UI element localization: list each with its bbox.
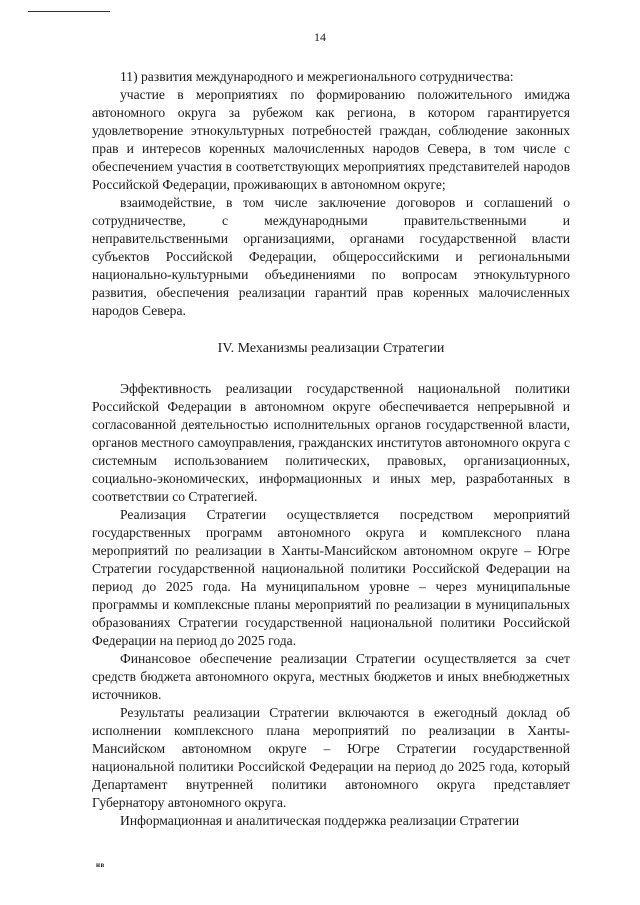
document-body	[92, 68, 570, 830]
page-number: 14	[314, 30, 326, 44]
section-heading: IV. Механизмы реализации Стратегии	[217, 341, 445, 356]
scan-edge-line	[28, 11, 110, 12]
paragraph-effectiveness: Эффективность реализации государственной национальной политики Российской Федерации в автономном округе обеспечивается непрерывной и согласованной деятельностью исполнительных органов государственной власти, органов местного самоуправления, гражданских институтов автономного округа с системным использованием политических, правовых, организационных, социально-экономических, информационных и иных мер, разработанных в соответствии со Стратегией.	[92, 381, 570, 504]
paragraph-info-support: Информационная и аналитическая поддержка реализации Стратегии	[120, 813, 520, 828]
paragraph-financing: Финансовое обеспечение реализации Стратегии осуществляется за счет средств бюджета автономного округа, местных бюджетов и иных внебюджетных источников.	[92, 651, 570, 702]
list-item-11: 11) развития международного и межрегионального сотрудничества:	[120, 69, 514, 84]
paragraph-image-participation: участие в мероприятиях по формированию положительного имиджа автономного округа за рубежом как региона, в котором гарантируется удовлетворение этнокультурных потребностей граждан, соблюдение законных прав и интересов коренных малочисленных народов Севера, в том числе с обеспечением участия в соответствующих мероприятиях представителей народов Российской Федерации, проживающих в автономном округе;	[92, 87, 570, 192]
paragraph-implementation: Реализация Стратегии осуществляется посредством мероприятий государственных программ автономного округа и комплексного плана мероприятий по реализации в Ханты-Мансийском автономном округе – Югре Стратегии государственной национальной политики Российской Федерации на период до 2025 года. На муниципальном уровне – через муниципальные программы и комплексные планы мероприятий по реализации в муниципальных образованиях Стратегии государственной национальной политики Российской Федерации на период до 2025 года.	[92, 507, 570, 648]
paragraph-cooperation: взаимодействие, в том числе заключение договоров и соглашений о сотрудничестве, с международными правительственными и неправительственными организациями, органами государственной власти субъектов Российской Федерации, общероссийскими и региональными национально-культурными объединениями по вопросам этнокультурного развития, обеспечения реализации гарантий прав коренных малочисленных народов Севера.	[92, 195, 570, 318]
paragraph-results: Результаты реализации Стратегии включаются в ежегодный доклад об исполнении комплексного плана мероприятий по реализации в Ханты-Мансийском автономном округе – Югре Стратегии государственной национальной политики Российской Федерации на период до 2025 года, который Департамент внутренней политики автономного округа представляет Губернатору автономного округа.	[92, 705, 570, 810]
footer-code: нв	[96, 861, 105, 869]
